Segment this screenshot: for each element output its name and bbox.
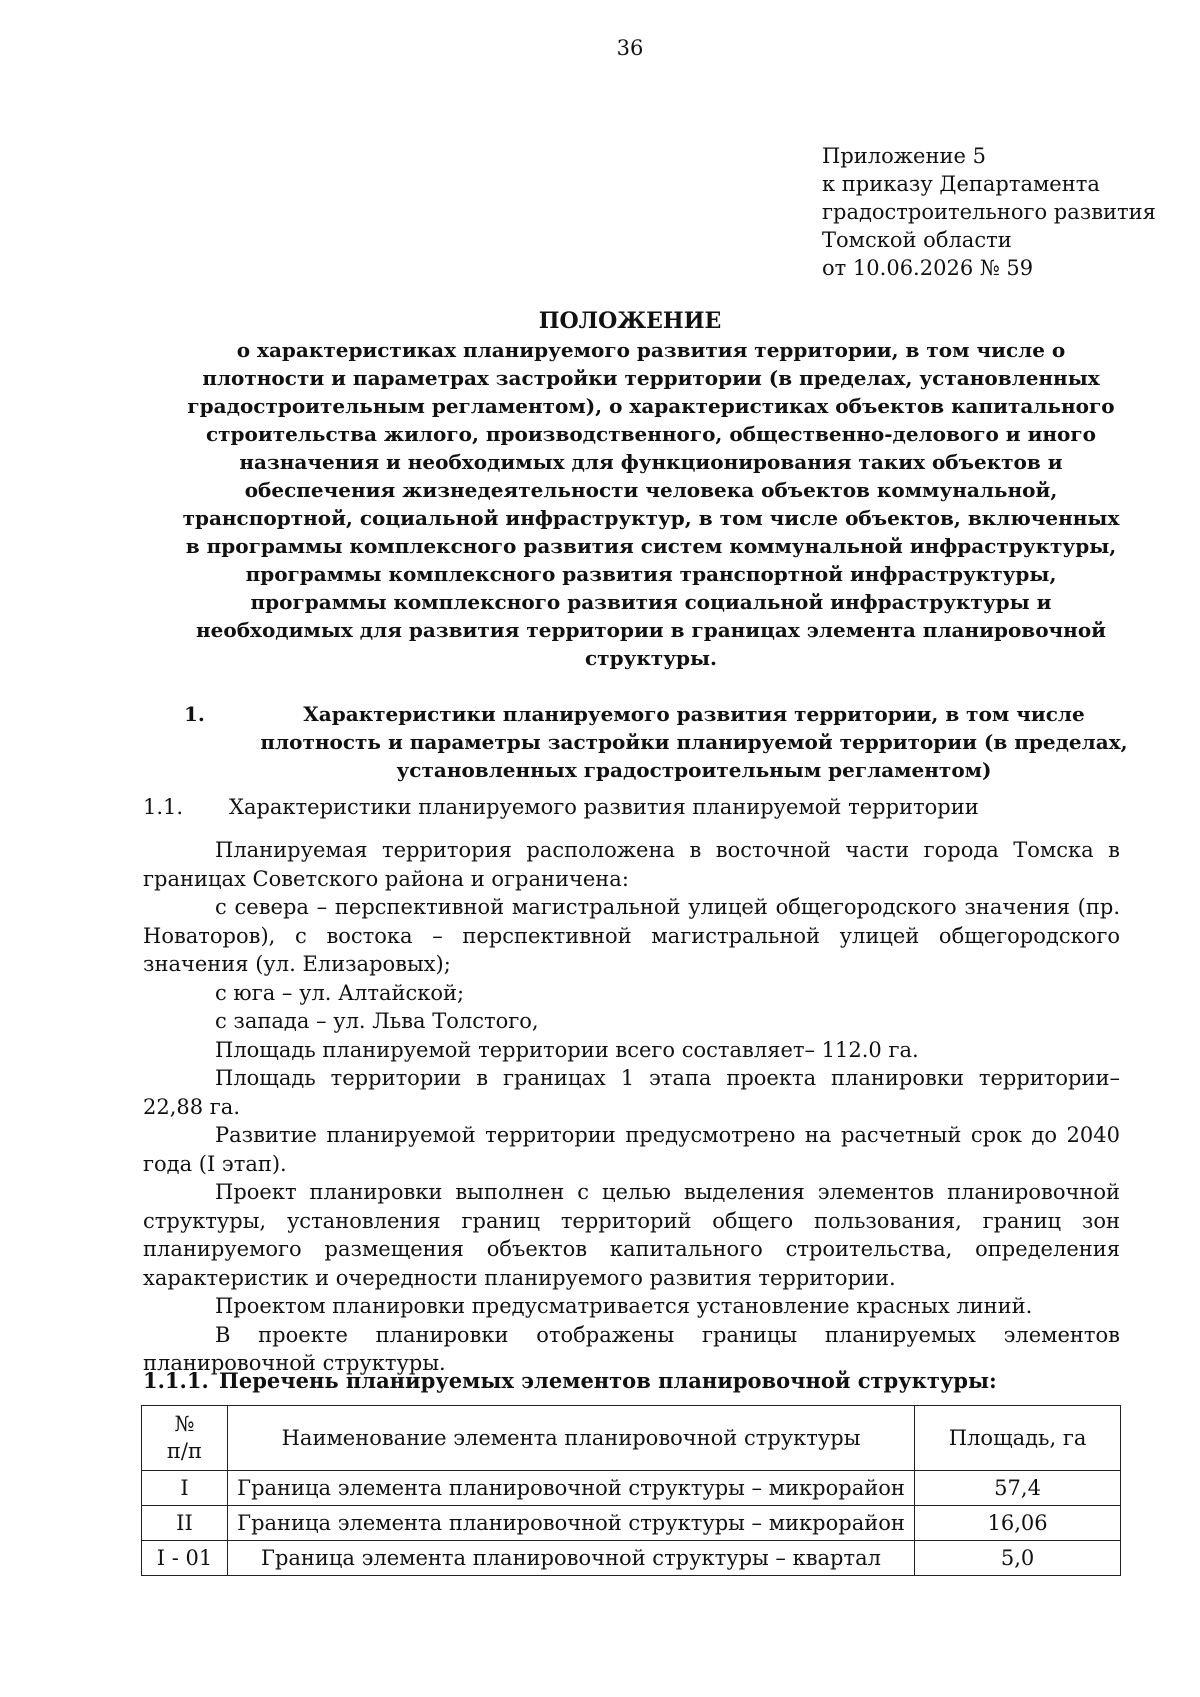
cell-number: II xyxy=(142,1506,228,1541)
page-number: 36 xyxy=(616,36,644,60)
subsection-title: Перечень планируемых элементов планировочной структуры: xyxy=(219,1368,997,1393)
subsection-1-1-heading xyxy=(143,795,1143,819)
section-title: Характеристики планируемого развития территории, в том числе плотность и параметры застройки планируемой территории (в пределах, установленных градостроительным регламентом) xyxy=(260,702,1128,782)
table-row xyxy=(142,1471,1121,1506)
appendix-line: градостроительного развития xyxy=(822,200,1156,224)
paragraph: Планируемая территория расположена в восточной части города Томска в границах Советского района и ограничена: xyxy=(143,838,1120,891)
table-row xyxy=(142,1506,1121,1541)
appendix-line: Томской области xyxy=(822,228,1012,252)
subsection-number: 1.1.1. xyxy=(143,1368,209,1393)
cell-area: 57,4 xyxy=(915,1471,1121,1506)
paragraph: с запада – ул. Льва Толстого, xyxy=(215,1009,539,1033)
subsection-number: 1.1. xyxy=(143,795,184,819)
cell-name: Граница элемента планировочной структуры – квартал xyxy=(227,1541,914,1576)
header-cell-area: Площадь, га xyxy=(915,1406,1121,1471)
header-text: п/п xyxy=(166,1439,202,1463)
paragraph: с юга – ул. Алтайской; xyxy=(215,980,465,1005)
header-cell-name: Наименование элемента планировочной структуры xyxy=(227,1406,914,1471)
section-1-heading xyxy=(184,700,1144,784)
paragraph: В проекте планировки отображены границы планируемых элементов планировочной структуры. xyxy=(143,1322,1120,1375)
section-number: 1. xyxy=(184,702,205,726)
paragraph: Развитие планируемой территории предусмотрено на расчетный срок до 2040 года (I этап). xyxy=(143,1123,1120,1176)
planning-elements-table xyxy=(141,1405,1121,1576)
paragraph: Площадь планируемой территории всего составляет– 112.0 га. xyxy=(215,1037,919,1062)
appendix-line: от 10.06.2026 № 59 xyxy=(822,256,1034,280)
cell-name: Граница элемента планировочной структуры – микрорайон xyxy=(227,1506,914,1541)
cell-number: I - 01 xyxy=(142,1541,228,1576)
header-text: № xyxy=(174,1412,195,1436)
table-row xyxy=(142,1541,1121,1576)
appendix-line: Приложение 5 xyxy=(822,144,986,168)
cell-area: 5,0 xyxy=(915,1541,1121,1576)
cell-number: I xyxy=(142,1471,228,1506)
subsection-1-1-1-heading xyxy=(143,1368,997,1393)
appendix-line: к приказу Департамента xyxy=(822,172,1100,196)
paragraph: Площадь территории в границах 1 этапа проекта планировки территории– 22,88 га. xyxy=(143,1066,1120,1119)
paragraph: Проектом планировки предусматривается установление красных линий. xyxy=(215,1294,1033,1318)
table-header-row xyxy=(142,1406,1121,1471)
body-text xyxy=(143,836,1120,1378)
document-subtitle: о характеристиках планируемого развития территории, в том числе о плотности и параметрах застройки территории (в пределах, установленных градостроительным регламентом), о характеристиках объектов капитального строительства жилого, производственного, общественно-делового и иного назначения и необходимых для функционирования таких объектов и обеспечения жизнедеятельности человека объектов коммунальной, транспортной, социальной инфраструктур, в том числе объектов, включенных в программы комплексного развития систем коммунальной инфраструктуры, программы комплексного развития транспортной инфраструктуры, программы комплексного развития социальной инфраструктуры и необходимых для развития территории в границах элемента планировочной структуры. xyxy=(182,338,1120,670)
document-title: ПОЛОЖЕНИЕ xyxy=(538,308,722,334)
header-cell-number xyxy=(142,1406,228,1471)
cell-area: 16,06 xyxy=(915,1506,1121,1541)
cell-name: Граница элемента планировочной структуры – микрорайон xyxy=(227,1471,914,1506)
appendix-header xyxy=(822,142,1156,282)
paragraph: Проект планировки выполнен с целью выделения элементов планировочной структуры, установления границ территорий общего пользования, границ зон планируемого размещения объектов капитального строительства, определения характеристик и очередности планируемого развития территории. xyxy=(143,1180,1120,1290)
paragraph: с севера – перспективной магистральной улицей общегородского значения (пр. Новаторов), с востока – перспективной магистральной улицей общегородского значения (ул. Елизаровых); xyxy=(143,895,1120,976)
subsection-title: Характеристики планируемого развития планируемой территории xyxy=(229,795,979,819)
